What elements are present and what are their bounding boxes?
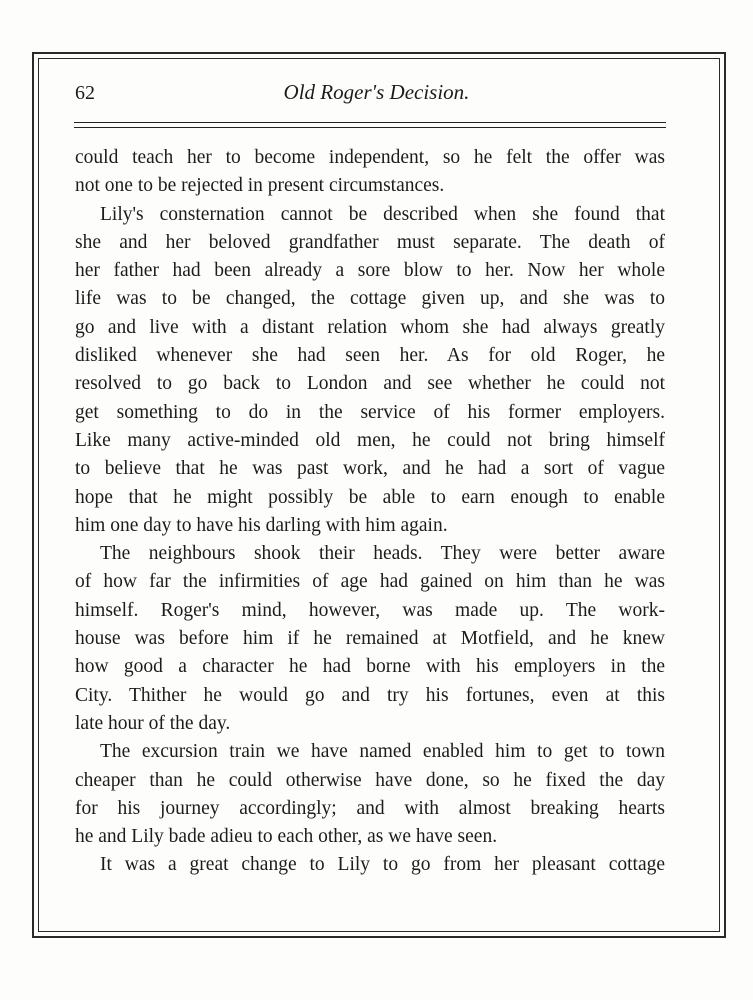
text-line: for his journey accordingly; and with almost breaking hearts	[75, 797, 665, 819]
text-line: could teach her to become independent, so he felt the offer was	[75, 147, 665, 168]
text-line: of how far the infirmities of age had gained on him than he was	[75, 571, 665, 593]
header-rule-bottom	[74, 127, 666, 128]
text-line: life was to be changed, the cottage given up, and she was to	[75, 288, 665, 310]
text-line: house was before him if he remained at Motfield, and he knew	[75, 628, 665, 650]
text-line: he and Lily bade adieu to each other, as we have seen.	[75, 826, 498, 848]
text-line: It was a great change to Lily to go from her pleasant cottage	[100, 854, 665, 876]
text-line: go and live with a distant relation whom she had always greatly	[75, 316, 665, 338]
text-line: to believe that he was past work, and he had a sort of vague	[75, 458, 665, 480]
page-number: 62	[75, 82, 95, 104]
body-text	[75, 144, 665, 880]
text-line: him one day to have his darling with him again.	[75, 514, 448, 536]
text-line: Lily's consternation cannot be described when she found that	[100, 203, 665, 225]
text-line: not one to be rejected in present circumstances.	[75, 175, 445, 197]
text-line: disliked whenever she had seen her. As for old Roger, he	[75, 345, 665, 367]
text-line: himself. Roger's mind, however, was made up. The work-	[75, 599, 665, 621]
text-line: late hour of the day.	[75, 712, 231, 734]
text-line: Like many active-minded old men, he could not bring himself	[75, 429, 665, 451]
text-line: her father had been already a sore blow to her. Now her whole	[75, 260, 665, 282]
text-line: how good a character he had borne with his employers in the	[75, 656, 665, 678]
text-line: The neighbours shook their heads. They were better aware	[100, 543, 665, 565]
header-rule-top	[74, 122, 666, 123]
text-line: resolved to go back to London and see whether he could not	[75, 373, 665, 395]
text-line: City. Thither he would go and try his fortunes, even at this	[75, 684, 665, 706]
text-line: cheaper than he could otherwise have done, so he fixed the day	[75, 769, 665, 791]
text-line: she and her beloved grandfather must separate. The death of	[75, 231, 665, 253]
text-line: get something to do in the service of his former employers.	[75, 401, 665, 423]
running-title: Old Roger's Decision.	[283, 80, 470, 104]
text-line: hope that he might possibly be able to earn enough to enable	[75, 486, 665, 508]
text-line: The excursion train we have named enabled him to get to town	[100, 741, 665, 763]
